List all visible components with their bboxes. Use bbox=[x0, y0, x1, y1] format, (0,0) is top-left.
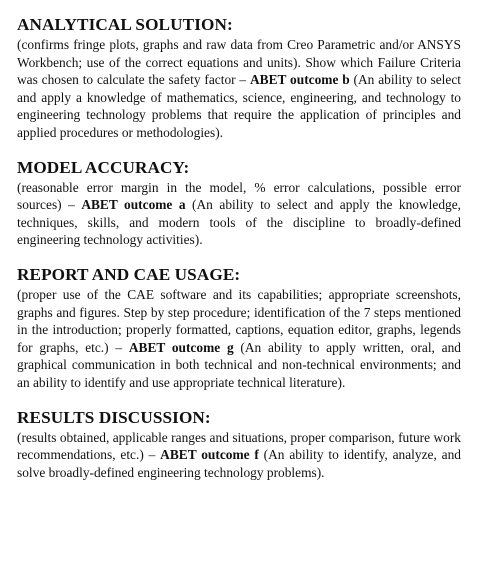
section-analytical-solution bbox=[17, 14, 461, 142]
abet-outcome-label: ABET outcome a bbox=[81, 197, 186, 213]
section-report-cae-usage bbox=[17, 264, 461, 392]
section-heading: MODEL ACCURACY: bbox=[17, 157, 190, 177]
section-heading: RESULTS DISCUSSION: bbox=[17, 407, 211, 427]
abet-outcome-label: ABET outcome b bbox=[249, 72, 350, 88]
section-model-accuracy bbox=[17, 157, 461, 249]
body-text: (reasonable error margin in the model, % error calculations, possible error sources) – bbox=[17, 179, 461, 213]
section-body bbox=[17, 286, 461, 392]
abet-outcome-label: ABET outcome f bbox=[160, 447, 259, 463]
section-heading: ANALYTICAL SOLUTION: bbox=[17, 15, 233, 34]
section-body bbox=[17, 179, 461, 249]
section-results-discussion bbox=[17, 407, 461, 482]
body-text: (results obtained, applicable ranges and situations, proper comparison, future work recommendations, etc.) – bbox=[17, 429, 461, 463]
section-heading: REPORT AND CAE USAGE: bbox=[17, 264, 241, 284]
body-text: (proper use of the CAE software and its capabilities; appropriate screenshots, graphs and figures. Step by step procedure; identification of the 7 steps mentioned in the introduction; properly formatted, captions, equation editor, graphs, legends for graphs, etc.) – bbox=[17, 286, 461, 355]
abet-outcome-label: ABET outcome g bbox=[128, 339, 234, 355]
body-text: (An ability to select and apply a knowledge of mathematics, science, engineering, and technology to engineering technology problems that require the application of principles and applied procedures or methodologies). bbox=[17, 72, 461, 140]
body-text: (An ability to apply written, oral, and graphical communication in both technical and non-technical environments; and an ability to identify and use appropriate technical literature). bbox=[17, 339, 461, 390]
body-text: (An ability to identify, analyze, and solve broadly-defined engineering technology problems). bbox=[17, 447, 461, 480]
section-body bbox=[17, 429, 461, 482]
body-text: (confirms fringe plots, graphs and raw data from Creo Parametric and/or ANSYS Workbench; use of the correct equations and units). Show which Failure Criteria was chosen to calculate the safety factor – bbox=[17, 37, 461, 88]
section-body bbox=[17, 36, 461, 142]
body-text: (An ability to select and apply the knowledge, techniques, skills, and modern tools of the discipline to broadly-defined engineering technology activities). bbox=[17, 197, 462, 248]
